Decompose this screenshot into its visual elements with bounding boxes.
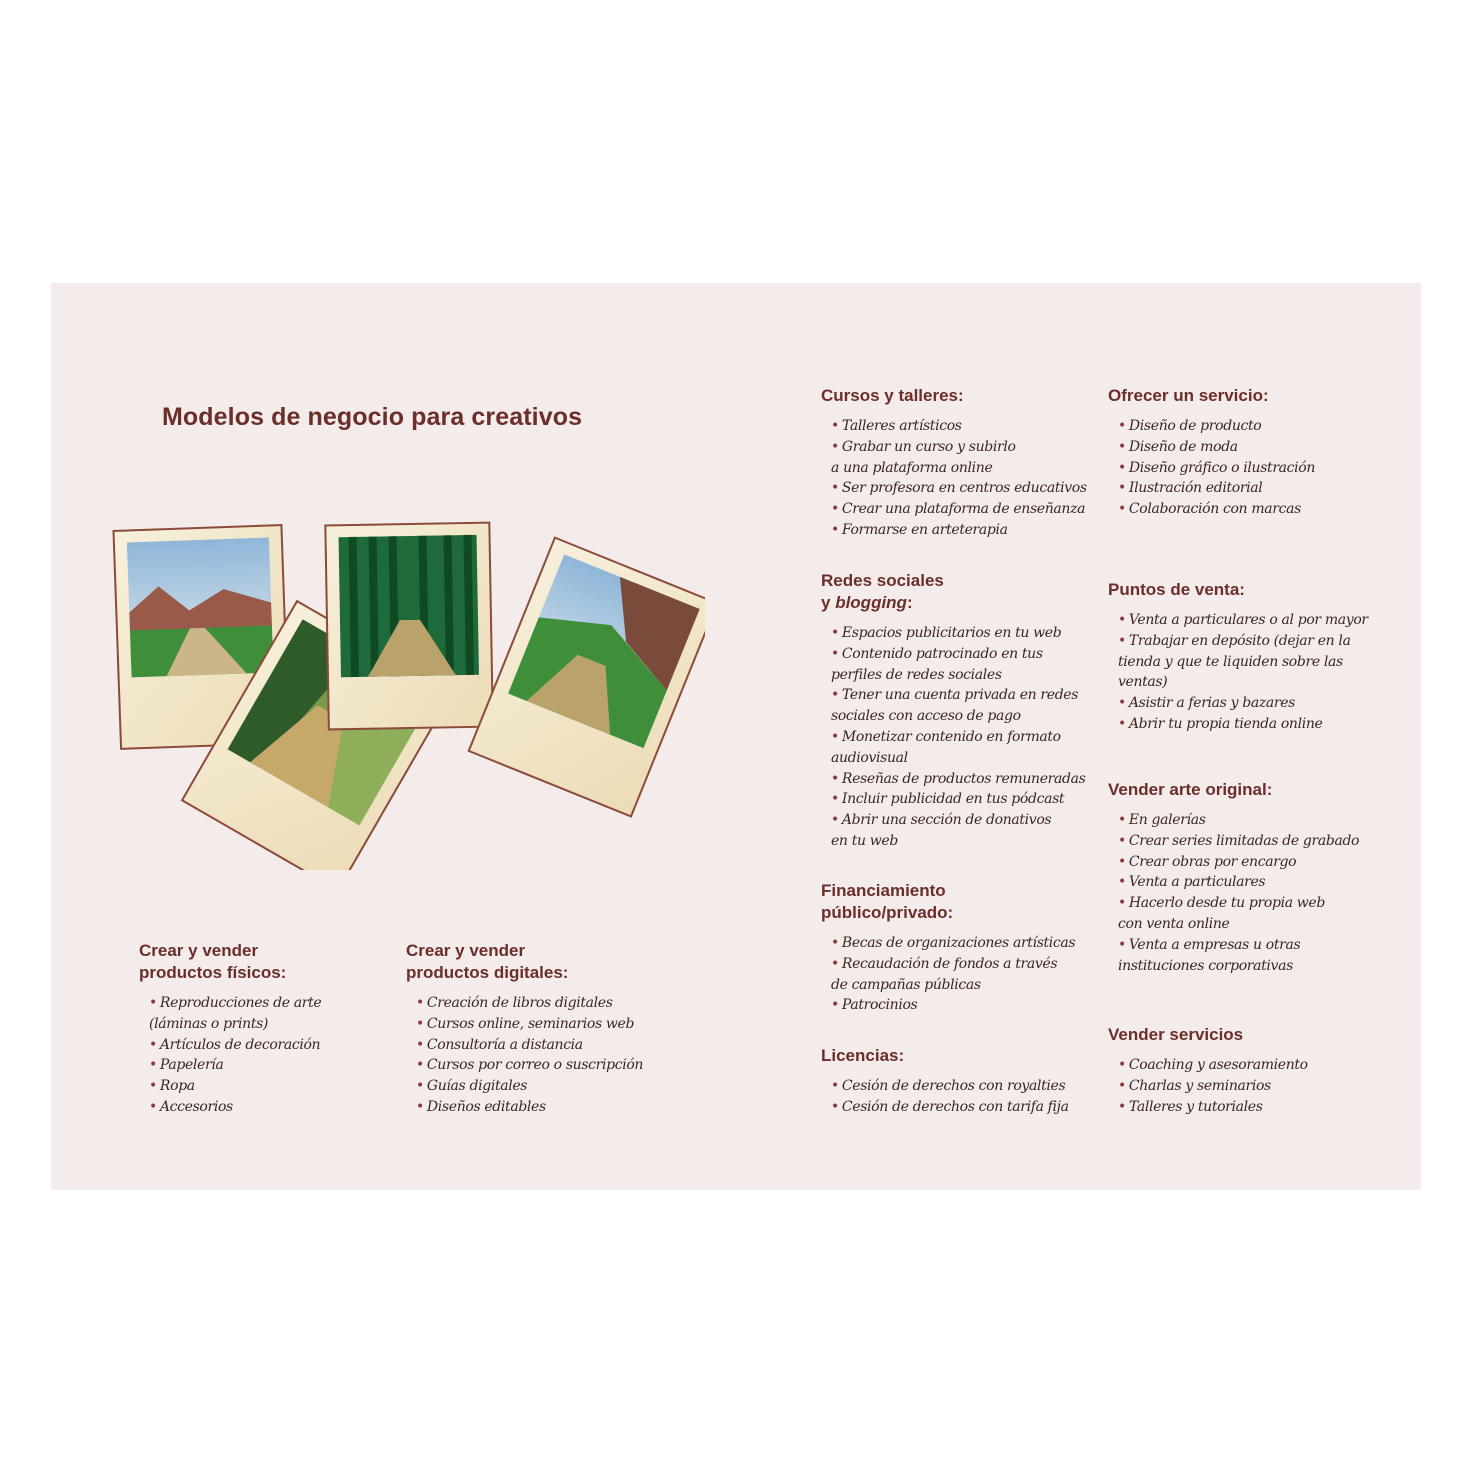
list-item: • Crear una plataforma de enseñanza: [831, 499, 1087, 520]
section-heading: Licencias:: [821, 1046, 905, 1065]
list-item: • Contenido patrocinado en tus perfiles de redes sociales: [831, 644, 1085, 686]
list-item: • Cesión de derechos con royalties: [831, 1076, 1069, 1097]
list-item: • Creación de libros digitales: [416, 993, 643, 1014]
list-item: • Accesorios: [149, 1097, 321, 1118]
list-item: • Trabajar en depósito (dejar en la tienda y que te liquiden sobre las ventas): [1118, 631, 1368, 693]
section-heading: Cursos y talleres:: [821, 386, 964, 405]
item-list: [821, 416, 1087, 541]
item-list: [139, 993, 321, 1118]
item-list: [1108, 610, 1368, 735]
list-item: • Formarse en arteterapia: [831, 520, 1087, 541]
section-heading: Crear y vender productos físicos:: [139, 941, 287, 982]
list-item: • Hacerlo desde tu propia web con venta online: [1118, 893, 1359, 935]
list-item: • Recaudación de fondos a través de campañas públicas: [831, 954, 1075, 996]
item-list: [821, 933, 1075, 1016]
list-item: • Colaboración con marcas: [1118, 499, 1315, 520]
polaroid-landscape-photos-illustration: [105, 510, 705, 870]
list-item: • Talleres artísticos: [831, 416, 1087, 437]
list-item: • Incluir publicidad en tus pódcast: [831, 789, 1085, 810]
item-list: [1108, 416, 1315, 520]
list-item: • Coaching y asesoramiento: [1118, 1055, 1308, 1076]
section-ofrecer-servicio: [1108, 385, 1315, 520]
list-item: • Patrocinios: [831, 995, 1075, 1016]
section-redes-sociales: [821, 570, 1085, 852]
section-productos-fisicos: [139, 940, 321, 1118]
section-heading: Redes sociales y blogging:: [821, 571, 944, 612]
section-cursos-talleres: [821, 385, 1087, 541]
section-licencias: [821, 1045, 1069, 1118]
list-item: • Diseño de producto: [1118, 416, 1315, 437]
list-item: • Diseño gráfico o ilustración: [1118, 458, 1315, 479]
polaroid-photo-4: [469, 538, 705, 817]
list-item: • Abrir una sección de donativos en tu web: [831, 810, 1085, 852]
item-list: [821, 623, 1085, 852]
list-item: • Venta a particulares o al por mayor: [1118, 610, 1368, 631]
list-item: • Ser profesora en centros educativos: [831, 478, 1087, 499]
item-list: [821, 1076, 1069, 1118]
section-puntos-venta: [1108, 579, 1368, 735]
list-item: • Grabar un curso y subirlo a una plataforma online: [831, 437, 1087, 479]
list-item: • Ropa: [149, 1076, 321, 1097]
section-vender-servicios: [1108, 1024, 1308, 1117]
list-item: • Monetizar contenido en formato audiovisual: [831, 727, 1085, 769]
section-heading: Puntos de venta:: [1108, 580, 1245, 599]
list-item: • Becas de organizaciones artísticas: [831, 933, 1075, 954]
item-list: [406, 993, 643, 1118]
list-item: • Guías digitales: [416, 1076, 643, 1097]
list-item: • Reproducciones de arte (láminas o prints): [149, 993, 321, 1035]
list-item: • Venta a particulares: [1118, 872, 1359, 893]
section-heading: Ofrecer un servicio:: [1108, 386, 1269, 405]
list-item: • Tener una cuenta privada en redes sociales con acceso de pago: [831, 685, 1085, 727]
list-item: • Cesión de derechos con tarifa fija: [831, 1097, 1069, 1118]
list-item: • Crear series limitadas de grabado: [1118, 831, 1359, 852]
list-item: • Diseños editables: [416, 1097, 643, 1118]
list-item: • Ilustración editorial: [1118, 478, 1315, 499]
section-heading: Financiamiento público/privado:: [821, 881, 954, 922]
list-item: • Espacios publicitarios en tu web: [831, 623, 1085, 644]
section-heading: Crear y vender productos digitales:: [406, 941, 569, 982]
section-heading: Vender arte original:: [1108, 780, 1273, 799]
list-item: • Reseñas de productos remuneradas: [831, 769, 1085, 790]
list-item: • Charlas y seminarios: [1118, 1076, 1308, 1097]
list-item: • Talleres y tutoriales: [1118, 1097, 1308, 1118]
list-item: • Cursos online, seminarios web: [416, 1014, 643, 1035]
list-item: • Cursos por correo o suscripción: [416, 1055, 643, 1076]
list-item: • Artículos de decoración: [149, 1035, 321, 1056]
list-item: • Diseño de moda: [1118, 437, 1315, 458]
section-financiamiento: [821, 880, 1075, 1016]
item-list: [1108, 1055, 1308, 1117]
section-heading: Vender servicios: [1108, 1025, 1244, 1044]
list-item: • Papelería: [149, 1055, 321, 1076]
item-list: [1108, 810, 1359, 976]
list-item: • Crear obras por encargo: [1118, 852, 1359, 873]
page-title: Modelos de negocio para creativos: [162, 403, 583, 431]
section-vender-arte-original: [1108, 779, 1359, 976]
list-item: • Consultoría a distancia: [416, 1035, 643, 1056]
polaroid-photo-3: [325, 523, 493, 730]
list-item: • En galerías: [1118, 810, 1359, 831]
list-item: • Asistir a ferias y bazares: [1118, 693, 1368, 714]
list-item: • Abrir tu propia tienda online: [1118, 714, 1368, 735]
list-item: • Venta a empresas u otras instituciones corporativas: [1118, 935, 1359, 977]
section-productos-digitales: [406, 940, 643, 1118]
